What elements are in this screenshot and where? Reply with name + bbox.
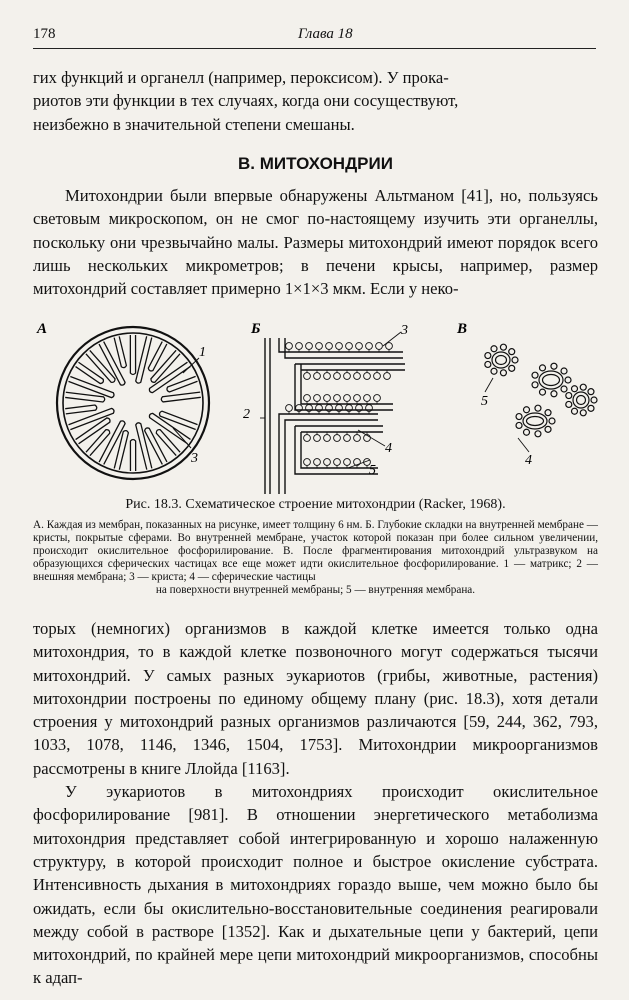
- paragraph-1: Митохондрии были впервые обнаружены Альтманом [41], но, пользуясь световым микроскопом, он не смог по-настоящему изучить эти органеллы, поскольку они чрезвычайно малы. Размеры митохондрий имеют порядок всего лишь нескольких микрометров; в печени крысы, например, размер митохондрий составляет примерно 1×1×3 мкм. Если у неко-: [33, 186, 598, 299]
- paragraph-2: торых (немногих) организмов в каждой клетке имеется только одна митохондрия, то в каждой клетке позвоночного могут содержаться тысячи митохондрий. У самых разных эукариотов (грибы, животные, растения) митохондрии построены по единому общему плану (рис. 18.3), хотя детали строения у митохондрий разных организмов различаются [59, 244, 362, 793, 1033, 1078, 1146, 1346, 1504, 1753]. Митохондрии микроорганизмов рассмотрены в книге Ллойда [1163].: [33, 619, 598, 778]
- header-rule: [33, 48, 596, 49]
- intro-line: неизбежно в значительной степени смешаны.: [33, 114, 355, 134]
- figure-caption-title: Рис. 18.3. Схематическое строение митохондрии (Racker, 1968).: [125, 497, 506, 512]
- callout-b-5: 5: [369, 463, 376, 478]
- intro-line: гих функций и органелл (например, пероксисом). У прока-: [33, 68, 449, 87]
- callout-c-5: 5: [481, 394, 488, 409]
- page-number: 178: [33, 26, 56, 42]
- panel-label-c: В: [457, 321, 468, 337]
- callout-c-4: 4: [525, 453, 532, 468]
- mitochondria-diagram: [33, 318, 598, 498]
- paragraph-3: У эукариотов в митохондриях происходит окислительное фосфорилирование [981]. В отношении энергетического метаболизма митохондрия представляет собой интегрированную и хорошо налаженную структуру, в которой происходит полное и быстрое окисление субстрата. Интенсивность дыхания в митохондриях гораздо выше, чем можно было бы ожидать, если бы окислительно-восстановительные соединения реагировали между собой в растворе [1352]. Как и дыхательные цепи у бактерий, цепи митохондрий, по крайней мере цепи митохондрий микроорганизмов, способны к адап-: [33, 782, 598, 988]
- section-heading: В. МИТОХОНДРИИ: [238, 154, 393, 173]
- figure-caption-body: [33, 519, 598, 597]
- panel-b-membrane-section: [260, 332, 405, 494]
- intro-text: [33, 66, 598, 136]
- caption-text: А. Каждая из мембран, показанных на рисунке, имеет толщину 6 нм. Б. Глубокие складки на внутренней мембране — кристы, покрытые сферами. Во внутренней мембране, участок которой показан при более сильном увеличении, происходит окислительное фосфорилирование. В. После фрагментирования митохондрий ультразвуком на образующихся сферических частицах все еще может идти окислительное фосфорилирование. 1 — матрикс; 2 — внешняя мембрана; 3 — криста; 4 — сферические частицы: [33, 519, 598, 583]
- panel-label-b: Б: [251, 321, 261, 337]
- panel-c-particles: [485, 344, 597, 437]
- body-text-continued: [33, 617, 598, 990]
- callout-a-3: 3: [191, 451, 198, 466]
- panel-a-mitochondrion: [57, 327, 209, 479]
- panel-label-a: А: [37, 321, 48, 337]
- callout-a-1: 1: [199, 345, 206, 360]
- callout-b-3: 3: [401, 323, 408, 338]
- page-header: [33, 26, 596, 50]
- paragraph-mitochondria-intro: [33, 184, 598, 300]
- intro-line: риотов эти функции в тех случаях, когда они сосуществуют,: [33, 91, 459, 111]
- running-title: Глава 18: [298, 26, 353, 42]
- figure-18-3: [33, 318, 598, 498]
- callout-b-2: 2: [243, 407, 250, 422]
- callout-b-4: 4: [385, 441, 392, 456]
- caption-text-last: на поверхности внутренней мембраны; 5 — внутренняя мембрана.: [155, 584, 476, 596]
